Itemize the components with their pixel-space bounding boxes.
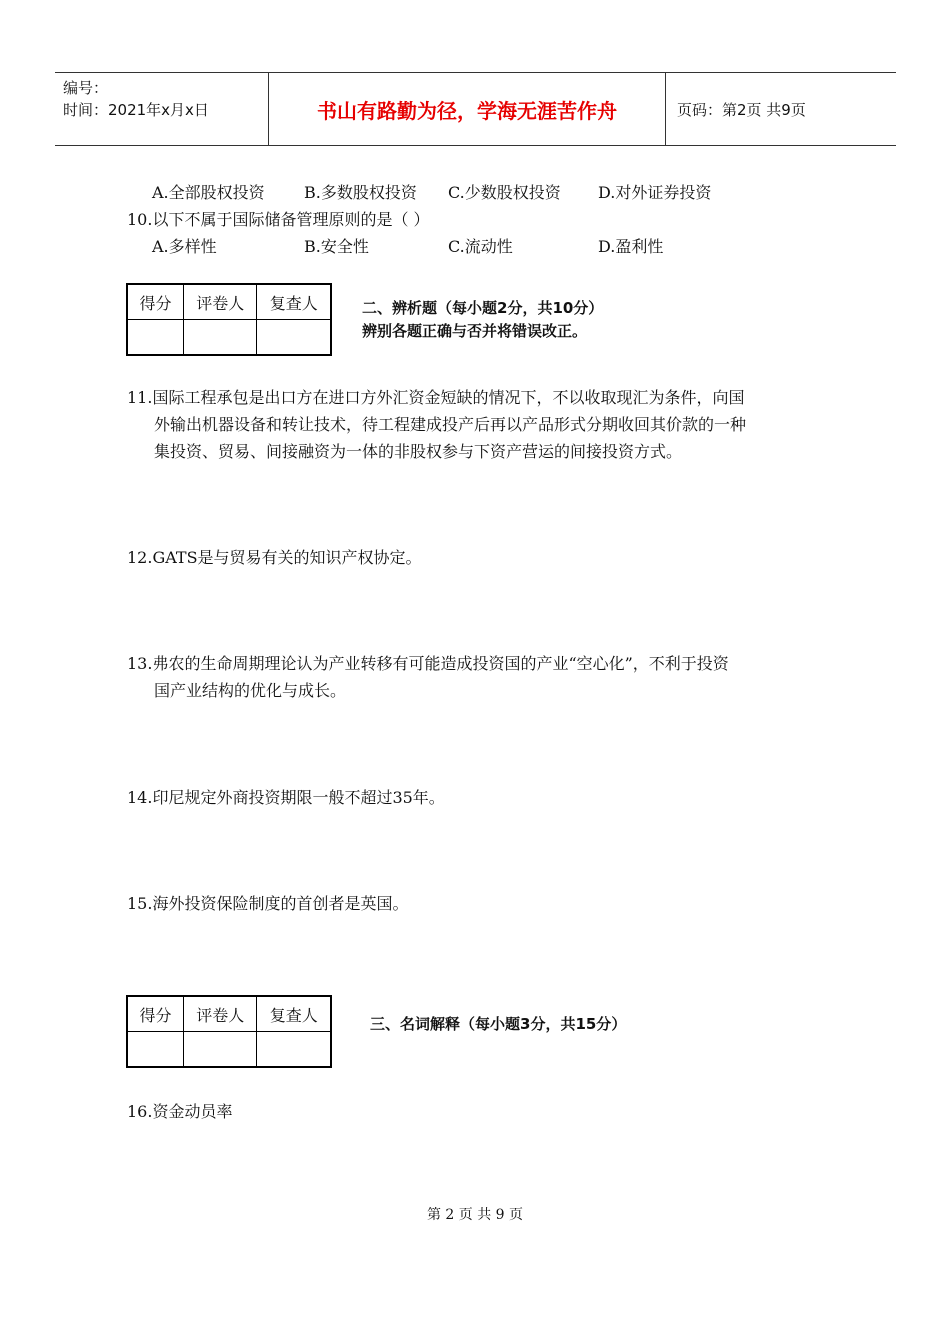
page-header <box>55 72 896 146</box>
score-cell[interactable] <box>127 1032 183 1068</box>
section2-title: 二、辨析题（每小题2分，共10分） <box>362 299 604 317</box>
reviewer-header: 复查人 <box>257 284 331 320</box>
q13-line: 13.弗农的生命周期理论认为产业转移有可能造成投资国的产业“空心化”，不利于投资 <box>127 654 729 673</box>
grader-header: 评卷人 <box>183 996 257 1032</box>
number-label: 编号： <box>63 79 109 97</box>
reviewer-cell[interactable] <box>257 320 331 356</box>
q10-option-b: B.安全性 <box>304 237 369 256</box>
header-meta <box>63 77 268 121</box>
grader-cell[interactable] <box>183 1032 257 1068</box>
q10-stem: 10.以下不属于国际储备管理原则的是（ ） <box>127 210 430 229</box>
q11-line: 11.国际工程承包是出口方在进口方外汇资金短缺的情况下，不以收取现汇为条件，向国 <box>127 388 745 407</box>
header-page-info: 页码：第2页 共9页 <box>677 101 806 119</box>
score-table <box>126 283 332 356</box>
page-footer: 第 2 页 共 9 页 <box>426 1207 524 1223</box>
header-motto: 书山有路勤为径，学海无涯苦作舟 <box>317 99 617 123</box>
score-cell[interactable] <box>127 320 183 356</box>
grader-cell[interactable] <box>183 320 257 356</box>
q11-line: 外输出机器设备和转让技术，待工程建成投产后再以产品形式分期收回其价款的一种 <box>154 415 747 434</box>
q9-option-b: B.多数股权投资 <box>304 183 417 202</box>
q15-text: 15.海外投资保险制度的首创者是英国。 <box>127 894 409 913</box>
q9-option-a: A.全部股权投资 <box>152 183 265 202</box>
q14-text: 14.印尼规定外商投资期限一般不超过35年。 <box>127 788 445 807</box>
q11-line: 集投资、贸易、间接融资为一体的非股权参与下资产营运的间接投资方式。 <box>154 442 683 461</box>
score-table <box>126 995 332 1068</box>
section3-title: 三、名词解释（每小题3分，共15分） <box>370 1015 627 1033</box>
reviewer-header: 复查人 <box>257 996 331 1032</box>
q10-option-c: C.流动性 <box>448 237 513 256</box>
score-header: 得分 <box>127 996 183 1032</box>
q10-option-a: A.多样性 <box>152 237 217 256</box>
q12-text: 12.GATS是与贸易有关的知识产权协定。 <box>127 548 422 567</box>
score-header: 得分 <box>127 284 183 320</box>
header-divider <box>665 73 666 145</box>
grader-header: 评卷人 <box>183 284 257 320</box>
reviewer-cell[interactable] <box>257 1032 331 1068</box>
q9-option-c: C.少数股权投资 <box>448 183 561 202</box>
q10-option-d: D.盈利性 <box>598 237 664 256</box>
section2-instruction: 辨别各题正确与否并将错误改正。 <box>362 322 588 340</box>
time-label: 时间：2021年x月x日 <box>63 101 209 119</box>
q9-option-d: D.对外证券投资 <box>598 183 712 202</box>
q16-text: 16.资金动员率 <box>127 1102 233 1121</box>
q13-line: 国产业结构的优化与成长。 <box>154 681 347 700</box>
